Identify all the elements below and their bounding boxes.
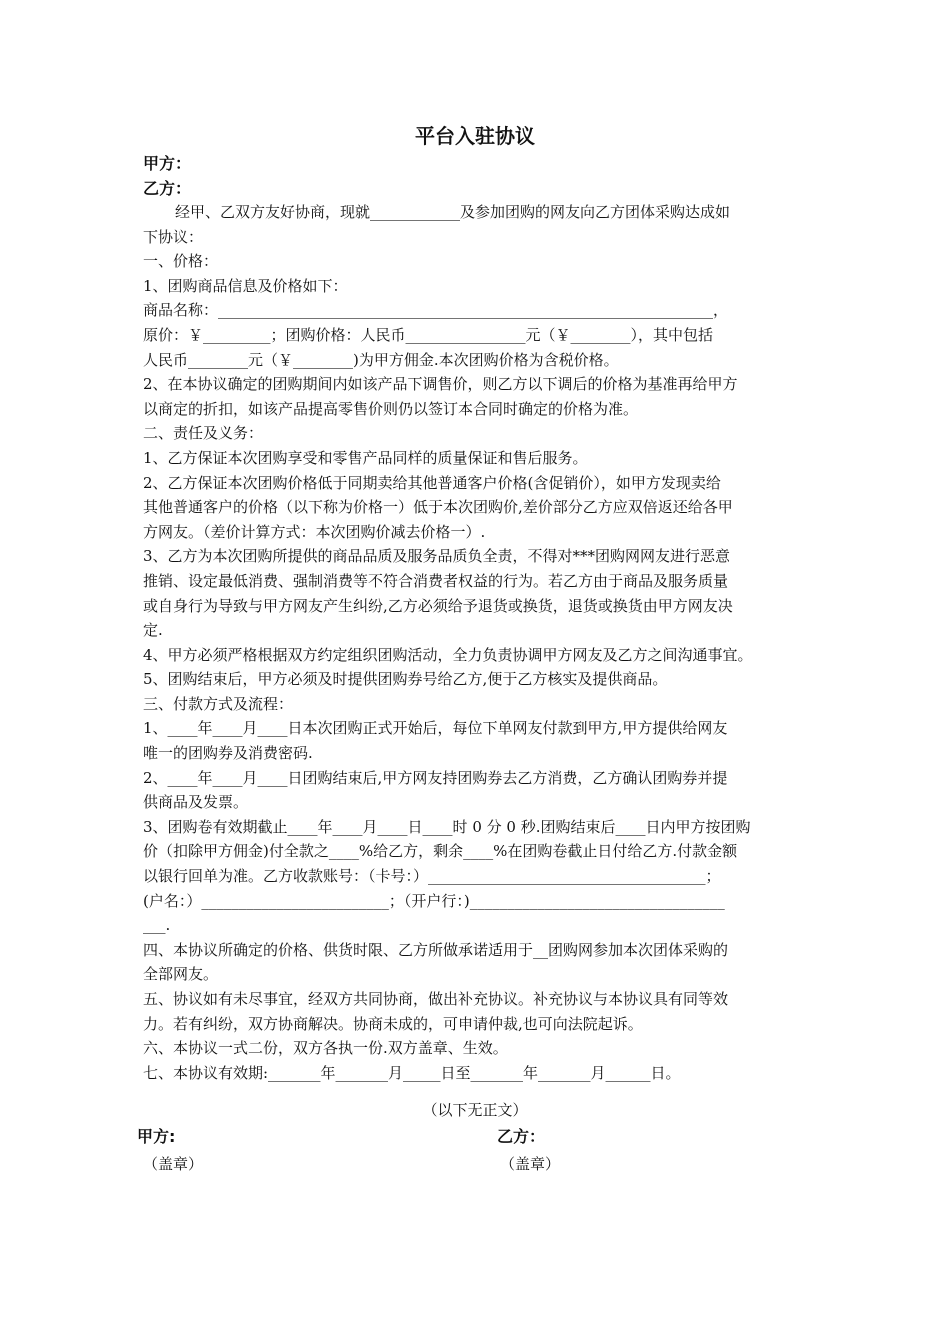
seal-party-b: （盖章） [500, 1155, 561, 1173]
body-line: 下协议： [143, 227, 204, 246]
body-line: 1、____年____月____日本次团购正式开始后，每位下单网友付款到甲方,甲方提供给网友 [143, 719, 728, 738]
body-line: 5、团购结束后，甲方必须及时提供团购券号给乙方,便于乙方核实及提供商品。 [143, 670, 668, 689]
body-line: 商品名称：__________________________________________________________________， [143, 301, 729, 320]
section-heading: 二、责任及义务： [143, 424, 264, 443]
body-line: 价（扣除甲方佣金)付全款之____%给乙方，剩余____%在团购卷截止日付给乙方.付款金额 [143, 842, 738, 861]
body-line: 3、乙方为本次团购所提供的商品品质及服务品质负全责，不得对***团购网网友进行恶意 [143, 547, 731, 566]
body-line: 七、本协议有效期:_______年_______月_____日至_______年_______月______日。 [143, 1063, 681, 1082]
body-line: 1、团购商品信息及价格如下： [143, 276, 348, 295]
body-line: 以银行回单为准。乙方收款账号：（卡号：）_____________________________________； [143, 867, 721, 886]
body-line: 4、甲方必须严格根据双方约定组织团购活动，全力负责协调甲方网友及乙方之间沟通事宜。 [143, 645, 753, 664]
body-line: 或自身行为导致与甲方网友产生纠纷,乙方必须给予退货或换货，退货或换货由甲方网友决 [143, 596, 733, 615]
document-title: 平台入驻协议 [415, 124, 535, 148]
agreement-body [143, 200, 813, 1085]
body-line: 五、协议如有未尽事宜，经双方共同协商，做出补充协议。补充协议与本协议具有同等效 [143, 990, 729, 1008]
signature-party-a: 甲方: [137, 1127, 176, 1146]
closing-note: （以下无正文） [422, 1101, 528, 1119]
body-line: 力。若有纠纷，双方协商解决。协商未成的，可申请仲裁,也可向法院起诉。 [143, 1014, 643, 1033]
body-line: 1、乙方保证本次团购享受和零售产品同样的质量保证和售后服务。 [143, 448, 588, 467]
party-b-label: 乙方： [143, 179, 192, 198]
body-line: 唯一的团购券及消费密码. [143, 744, 313, 763]
body-line: 推销、设定最低消费、强制消费等不符合消费者权益的行为。若乙方由于商品及服务质量 [143, 571, 729, 590]
body-line: 定. [143, 621, 163, 640]
body-line: 2、____年____月____日团购结束后,甲方网友持团购券去乙方消费，乙方确认团购券并提 [143, 768, 728, 787]
section-heading: 一、价格： [143, 252, 219, 271]
body-line: 3、团购卷有效期截止____年____月____日____时 0 分 0 秒.团购结束后____日内甲方按团购 [143, 817, 751, 836]
section-heading: 三、付款方式及流程： [143, 694, 294, 713]
body-line: 经甲、乙双方友好协商，现就____________及参加团购的网友向乙方团体采购达成如 [175, 203, 731, 221]
body-line: 以商定的折扣，如该产品提高零售价则仍以签订本合同时确定的价格为准。 [143, 399, 639, 418]
body-line: 原价：￥_________；团购价格：人民币________________元（￥________），其中包括 [143, 325, 714, 344]
body-line: 其他普通客户的价格（以下称为价格一）低于本次团购价,差价部分乙方应双倍返还给各甲 [143, 498, 733, 517]
body-line: 2、在本协议确定的团购期间内如该产品下调售价，则乙方以下调后的价格为基准再给甲方 [143, 375, 738, 394]
party-a-label: 甲方： [143, 154, 192, 173]
body-line: 四、本协议所确定的价格、供货时限、乙方所做承诺适用于__团购网参加本次团体采购的 [143, 940, 729, 959]
body-line: 六、本协议一式二份，双方各执一份.双方盖章、生效。 [143, 1039, 508, 1058]
body-line: 方网友。（差价计算方式：本次团购价减去价格一）. [143, 522, 486, 541]
body-line: ___. [143, 916, 171, 935]
seal-party-a: （盖章） [143, 1155, 204, 1173]
signature-party-b: 乙方： [497, 1127, 546, 1146]
body-line: 人民币________元（￥________)为甲方佣金.本次团购价格为含税价格。 [143, 350, 619, 369]
body-line: (户名：）_________________________；（开户行：)__________________________________ [143, 891, 725, 910]
body-line: 2、乙方保证本次团购价格低于同期卖给其他普通客户价格(含促销价），如甲方发现卖给 [143, 473, 721, 492]
body-line: 全部网友。 [143, 965, 219, 984]
body-line: 供商品及发票。 [143, 793, 249, 812]
